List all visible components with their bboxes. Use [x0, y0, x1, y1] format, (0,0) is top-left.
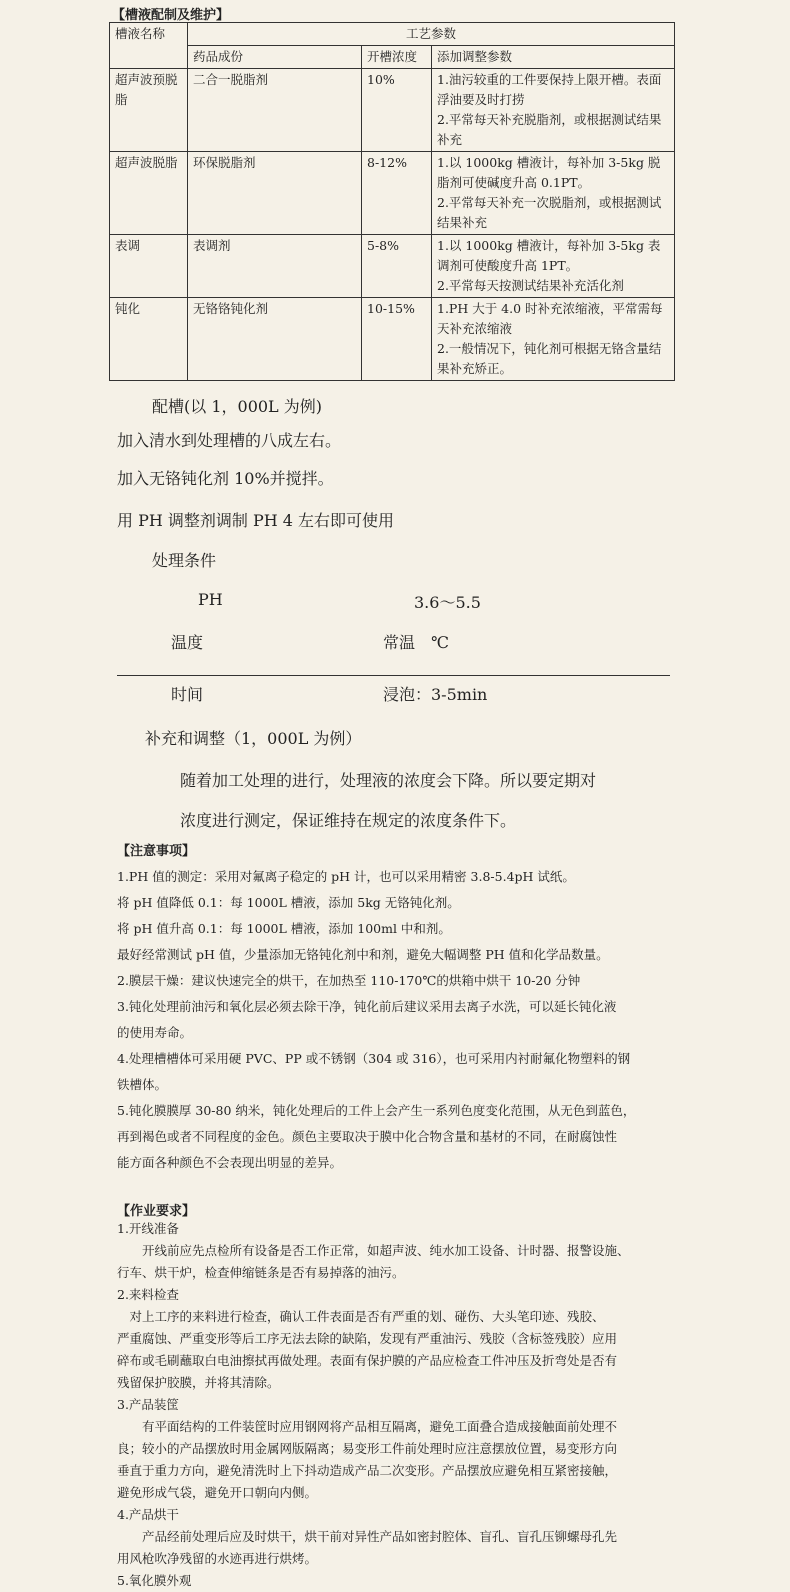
row-name: 钝化	[110, 298, 188, 381]
prep-line-1: 加入清水到处理槽的八成左右。	[117, 431, 342, 450]
note-line: 的使用寿命。	[117, 1025, 193, 1040]
adjust-line: 2.平常每天补充一次脱脂剂，或根据测试结果补充	[437, 195, 662, 230]
work-line: 2.来料检查	[117, 1287, 179, 1302]
temp-label: 温度	[171, 633, 204, 652]
header-chemical: 药品成份	[188, 46, 362, 69]
adjust-line: 2.一般情况下，钝化剂可根据无铬含量结果补充矫正。	[437, 341, 662, 376]
section-title-work: 【作业要求】	[117, 1204, 196, 1219]
work-line: 1.开线准备	[117, 1221, 179, 1236]
ph-label: PH	[198, 590, 223, 609]
notes-block	[117, 865, 635, 1177]
prep-line-3: 用 PH 调整剂调制 PH 4 左右即可使用	[117, 511, 395, 530]
table-subheader-row	[110, 46, 675, 69]
header-solution-name: 槽液名称	[110, 23, 188, 69]
work-line: 严重腐蚀、严重变形等后工序无法去除的缺陷，发现有严重油污、残胶（含标签残胶）应用	[117, 1331, 618, 1346]
work-line: 5.氧化膜外观	[117, 1573, 192, 1588]
work-line: 行车、烘干炉，检查伸缩链条是否有易掉落的油污。	[117, 1265, 405, 1280]
row-chemical: 无铬铬钝化剂	[188, 298, 362, 381]
replenish-line-2: 浓度进行测定，保证维持在规定的浓度条件下。	[180, 811, 517, 830]
note-line: 2.膜层干燥：建议快速完全的烘干，在加热至 110-170℃的烘箱中烘干 10-20 分钟	[117, 973, 581, 988]
table-header-row	[110, 23, 675, 46]
work-line: 残留保护胶膜，并将其清除。	[117, 1375, 280, 1390]
adjust-line: 1.PH 大于 4.0 时补充浓缩液，平常需每天补充浓缩液	[437, 301, 663, 336]
tank-solution-table	[109, 22, 675, 381]
note-line: 再到褐色或者不同程度的金色。颜色主要取决于膜中化合物含量和基材的不同，在耐腐蚀性	[117, 1129, 618, 1144]
work-line: 避免形成气袋，避免开口朝向内侧。	[117, 1485, 318, 1500]
conditions-heading: 处理条件	[152, 551, 217, 570]
table-row	[110, 298, 675, 381]
prep-heading: 配槽(以 1，000L 为例)	[152, 397, 323, 416]
ph-value: 3.6～5.5	[414, 593, 481, 612]
adjust-line: 1.以 1000kg 槽液计，每补加 3-5kg 表调剂可使酸度升高 1PT。	[437, 238, 661, 273]
note-line: 5.钝化膜膜厚 30-80 纳米，钝化处理后的工件上会产生一系列色度变化范围，从无色到蓝色，	[117, 1103, 636, 1118]
divider-line	[117, 675, 670, 676]
adjust-line: 2.平常每天按测试结果补充活化剂	[437, 278, 624, 293]
work-line: 产品经前处理后应及时烘干，烘干前对异性产品如密封腔体、盲孔、盲孔压铆螺母孔先	[117, 1529, 618, 1544]
temp-value: 常温 ℃	[383, 633, 449, 652]
note-line: 最好经常测试 pH 值，少量添加无铬钝化剂中和剂，避免大幅调整 PH 值和化学品数量。	[117, 947, 609, 962]
work-line: 用风枪吹净残留的水迹再进行烘烤。	[117, 1551, 318, 1566]
note-line: 将 pH 值升高 0.1：每 1000L 槽液，添加 100ml 中和剂。	[117, 921, 451, 936]
section-title-tank: 【槽液配制及维护】	[112, 8, 230, 23]
note-line: 4.处理槽槽体可采用硬 PVC、PP 或不锈钢（304 或 316），也可采用内衬耐氟化物塑料的钢	[117, 1051, 631, 1066]
section-title-notes: 【注意事项】	[117, 844, 196, 859]
row-chemical: 环保脱脂剂	[188, 152, 362, 235]
row-concentration: 5-8%	[362, 235, 432, 298]
time-label: 时间	[171, 685, 204, 704]
work-line: 碎布或毛刷蘸取白电油擦拭再做处理。表面有保护膜的产品应检查工件冲压及折弯处是否有	[117, 1353, 618, 1368]
work-line: 良；较小的产品摆放时用金属网版隔离；易变形工件前处理时应注意摆放位置，易变形方向	[117, 1441, 618, 1456]
header-adjustment: 添加调整参数	[432, 46, 675, 69]
row-name: 超声波脱脂	[110, 152, 188, 235]
row-adjustment	[432, 69, 675, 152]
adjust-line: 1.油污较重的工件要保持上限开槽。表面浮油要及时打捞	[437, 72, 662, 107]
row-concentration: 10-15%	[362, 298, 432, 381]
note-line: 1.PH 值的测定：采用对氟离子稳定的 pH 计，也可以采用精密 3.8-5.4pH 试纸。	[117, 869, 575, 884]
row-chemical: 表调剂	[188, 235, 362, 298]
time-value: 浸泡：3-5min	[383, 685, 488, 704]
table-row	[110, 69, 675, 152]
table-row	[110, 152, 675, 235]
replenish-line-1: 随着加工处理的进行，处理液的浓度会下降。所以要定期对	[180, 771, 597, 790]
row-adjustment	[432, 298, 675, 381]
work-line: 有平面结构的工件装筐时应用钢网将产品相互隔离，避免工面叠合造成接触面前处理不	[117, 1419, 618, 1434]
adjust-line: 2.平常每天补充脱脂剂，或根据测试结果补充	[437, 112, 662, 147]
adjust-line: 1.以 1000kg 槽液计，每补加 3-5kg 脱脂剂可使碱度升高 0.1PT。	[437, 155, 661, 190]
work-line: 4.产品烘干	[117, 1507, 179, 1522]
work-block	[117, 1218, 630, 1592]
replenish-heading: 补充和调整（1，000L 为例）	[145, 729, 362, 748]
prep-line-2: 加入无铬钝化剂 10%并搅拌。	[117, 469, 334, 488]
work-line: 开线前应先点检所有设备是否工作正常，如超声波、纯水加工设备、计时器、报警设施、	[117, 1243, 630, 1258]
row-adjustment	[432, 152, 675, 235]
work-line: 对上工序的来料进行检查，确认工件表面是否有严重的划、碰伤、大头笔印迹、残胶、	[117, 1309, 605, 1324]
note-line: 铁槽体。	[117, 1077, 168, 1092]
note-line: 能方面各种颜色不会表现出明显的差异。	[117, 1155, 343, 1170]
row-adjustment	[432, 235, 675, 298]
header-concentration: 开槽浓度	[362, 46, 432, 69]
row-concentration: 8-12%	[362, 152, 432, 235]
work-line: 垂直于重力方向，避免清洗时上下抖动造成产品二次变形。产品摆放应避免相互紧密接触，	[117, 1463, 618, 1478]
row-name: 表调	[110, 235, 188, 298]
table-row	[110, 235, 675, 298]
row-chemical: 二合一脱脂剂	[188, 69, 362, 152]
header-process-params: 工艺参数	[188, 23, 675, 46]
work-line: 3.产品装筐	[117, 1397, 179, 1412]
note-line: 3.钝化处理前油污和氧化层必须去除干净，钝化前后建议采用去离子水洗，可以延长钝化液	[117, 999, 617, 1014]
note-line: 将 pH 值降低 0.1：每 1000L 槽液，添加 5kg 无铬钝化剂。	[117, 895, 460, 910]
row-name: 超声波预脱脂	[110, 69, 188, 152]
row-concentration: 10%	[362, 69, 432, 152]
